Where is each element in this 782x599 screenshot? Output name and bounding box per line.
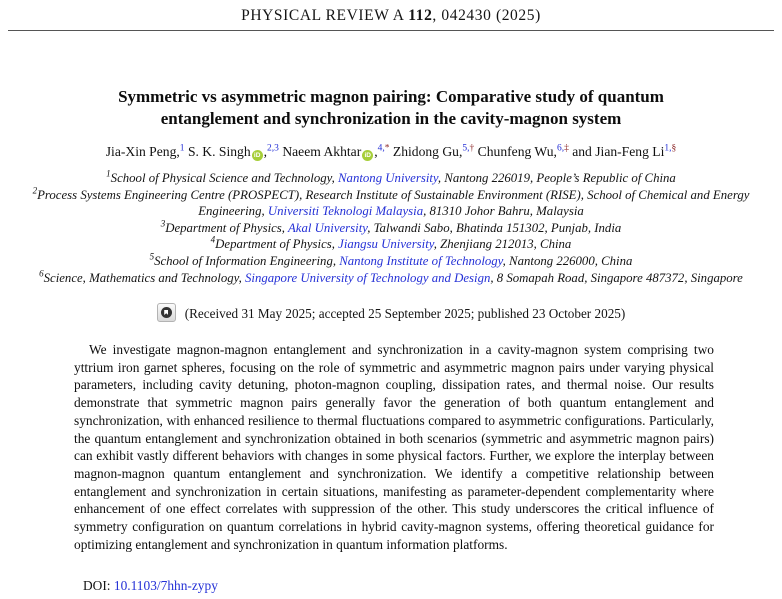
paper-title: Symmetric vs asymmetric magnon pairing: Comparative study of quantum entanglement and synchronization in the cavity-magnon system xyxy=(118,87,664,128)
journal-issue: , 042430 (2025) xyxy=(432,7,541,24)
affiliation: $^6$Science, Mathematics and Technology, Singapore University of Technology and Design, 8 Somapah Road, Singapore 487372, Singapore xyxy=(39,268,743,285)
author xyxy=(390,144,475,159)
author-superscript: 6,‡ xyxy=(556,143,569,154)
author-separator: and xyxy=(568,144,596,159)
doi-label: DOI: xyxy=(83,578,114,593)
author-name: Jian-Feng Li xyxy=(595,144,665,159)
crossmark-icon[interactable] xyxy=(157,303,176,322)
affiliation-link[interactable]: Nantong University xyxy=(338,171,438,185)
author xyxy=(106,144,185,159)
affiliation-number: 1 xyxy=(106,168,111,179)
author xyxy=(279,144,390,159)
affiliation-link[interactable]: Singapore University of Technology and Design xyxy=(245,270,491,285)
author xyxy=(569,144,676,159)
author-name: Chunfeng Wu xyxy=(477,144,554,159)
affiliation: $^5$School of Information Engineering, Nantong Institute of Technology, Nantong 226000, China xyxy=(149,251,633,268)
author-comma: , xyxy=(176,144,180,159)
doi-link[interactable]: 10.1103/7hhn-zypy xyxy=(113,578,218,593)
abstract-text: We investigate magnon-magnon entanglement and synchronization in a cavity-magnon system comprising two yttrium iron garnet spheres, focusing on the role of symmetric and asymmetric magnon pairs under varying physical parameters, including cavity detuning, photon-magnon coupling, dissipation rates, and thermal noise. Our results demonstrate that symmetric magnon pairs generally favor the generation of both quantum entanglement and synchronization, with enhanced resilience to thermal fluctuations compared to asymmetric configurations. Particularly, the quantum entanglement and synchronization obtained in both scenarios (symmetric and asymmetric magnon pairs) can exhibit vastly different behaviors with changes in some physical factors. Further, we explore the interplay between magnon-magnon quantum entanglement and synchronization. We identify a competitive relationship between entanglement and synchronization in certain situations, manifesting as parameter-dependent complementarity where enhancement of one effect correlates with suppression of the other. This study underscores the critical influence of symmetry configuration on quantum correlations in hybrid cavity-magnon systems, offering theoretical guidance for optimizing entanglement and synchronization in quantum information platforms. xyxy=(74,342,714,552)
history-text: (Received 31 May 2025; accepted 25 September 2025; published 23 October 2025) xyxy=(184,306,626,321)
author-name: Naeem Akhtar xyxy=(282,144,362,159)
author-line xyxy=(31,144,751,161)
affiliation: $^4$Department of Physics, Jiangsu University, Zhenjiang 212013, China xyxy=(210,235,572,252)
affiliation-number: 3 xyxy=(160,218,166,229)
author-comma: , xyxy=(553,144,557,159)
affiliation-link[interactable]: Jiangsu University xyxy=(338,237,434,252)
author-comma: , xyxy=(458,144,463,159)
doi-line xyxy=(83,578,218,594)
author-comma: , xyxy=(263,144,268,159)
author-name: S. K. Singh xyxy=(187,144,251,159)
author-name: Zhidong Gu xyxy=(392,144,459,159)
affiliation-link[interactable]: Universiti Teknologi Malaysia xyxy=(267,204,424,219)
journal-volume: 112 xyxy=(408,7,433,24)
affiliation-number: 4 xyxy=(210,235,216,246)
author xyxy=(185,144,279,159)
affiliation: $^1$School of Physical Science and Technology, Nantong University, Nantong 226019, People’s Republic of China xyxy=(106,168,676,185)
author-superscript: 5,† xyxy=(462,143,475,154)
affiliation-number: 6 xyxy=(39,268,44,279)
affiliation: $^3$Department of Physics, Akal University, Talwandi Sabo, Bhatinda 151302, Punjab, India xyxy=(160,218,622,235)
publication-history xyxy=(0,303,782,322)
author-superscript: 2,3 xyxy=(267,143,279,154)
author-comma: , xyxy=(374,144,378,159)
author-name: Jia-Xin Peng xyxy=(105,144,177,159)
header-rule xyxy=(8,30,774,31)
author-superscript: 4,* xyxy=(377,143,390,154)
crossmark-flag xyxy=(164,310,168,316)
orcid-icon[interactable]: iD xyxy=(362,150,373,161)
affiliation-list xyxy=(8,170,774,286)
affiliation-number: 2 xyxy=(32,185,38,196)
journal-name: PHYSICAL REVIEW A xyxy=(241,7,409,24)
affiliation-link[interactable]: Akal University xyxy=(287,220,368,235)
author-superscript: 1,§ xyxy=(664,143,677,154)
orcid-icon[interactable]: iD xyxy=(252,150,263,161)
crossmark-circle xyxy=(161,307,172,318)
author-superscript: 1 xyxy=(179,143,185,154)
affiliation-link[interactable]: Nantong Institute of Technology xyxy=(339,253,503,268)
affiliation: $^2$Process Systems Engineering Centre (PROSPECT), Research Institute of Sustainable Environment (RISE), School of Chemical and Energy Engineering, Universiti Teknologi Malaysia, 81310 Johor Bahru, Malaysia xyxy=(32,185,750,219)
affiliation-number: 5 xyxy=(149,251,155,262)
author xyxy=(474,144,569,159)
journal-header xyxy=(0,7,782,25)
